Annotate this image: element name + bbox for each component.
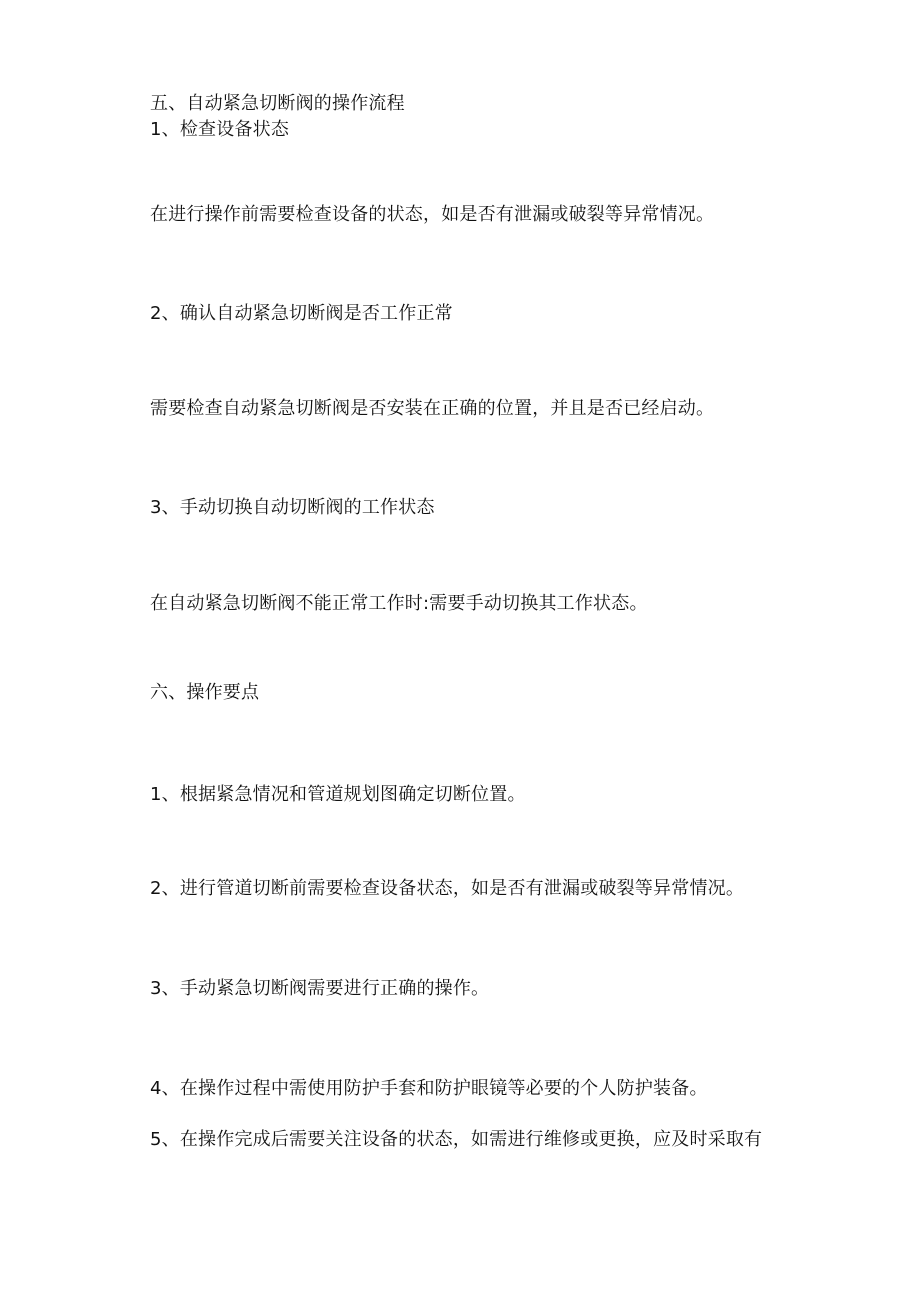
step1-title: 1、检查设备状态 <box>150 119 290 140</box>
point-1: 1、根据紧急情况和管道规划图确定切断位置。 <box>150 784 526 805</box>
point-4: 4、在操作过程中需使用防护手套和防护眼镜等必要的个人防护装备。 <box>150 1078 708 1099</box>
point-5: 5、在操作完成后需要关注设备的状态，如需进行维修或更换，应及时采取有 <box>150 1129 763 1150</box>
point-3: 3、手动紧急切断阀需要进行正确的操作。 <box>150 978 490 999</box>
step3-title: 3、手动切换自动切断阀的工作状态 <box>150 497 435 518</box>
step3-text: 在自动紧急切断阀不能正常工作时:需要手动切换其工作状态。 <box>150 593 648 614</box>
step2-title: 2、确认自动紧急切断阀是否工作正常 <box>150 303 453 324</box>
point-2: 2、进行管道切断前需要检查设备状态，如是否有泄漏或破裂等异常情况。 <box>150 878 745 899</box>
step2-text: 需要检查自动紧急切断阀是否安装在正确的位置，并且是否已经启动。 <box>150 398 715 419</box>
section6-heading: 六、操作要点 <box>150 682 260 703</box>
step1-text: 在进行操作前需要检查设备的状态，如是否有泄漏或破裂等异常情况。 <box>150 204 715 225</box>
section5-heading: 五、自动紧急切断阀的操作流程 <box>150 93 405 114</box>
